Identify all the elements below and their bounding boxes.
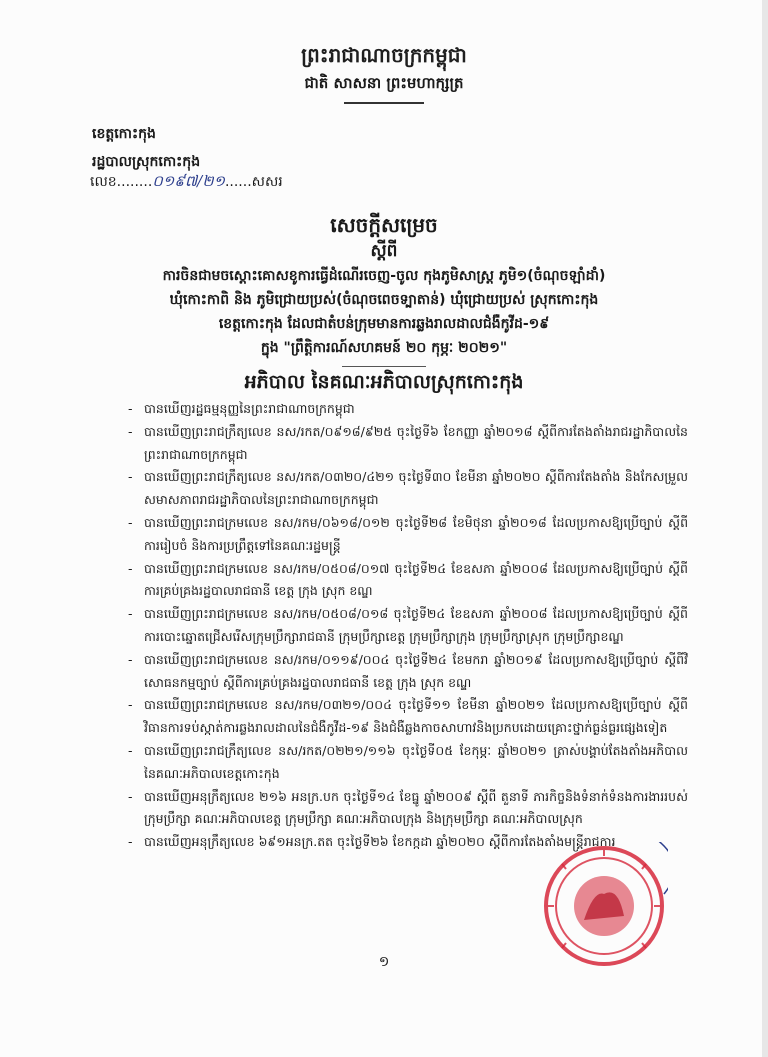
legal-basis-list [128, 398, 688, 854]
province-name: ខេត្តកោះកុង [92, 126, 156, 142]
list-item: - បានឃើញអនុក្រឹត្យលេខ ៦៩១អនក្រ.តត ចុះថ្ងៃទី២៦ ខែកក្កដា ឆ្នាំ២០២០ ស្ដីពីការតែងតាំងមន្ត្រីរាជការ [128, 831, 688, 854]
reference-number: លេខ........០១៩៧/២១......សសរ [90, 172, 283, 190]
kingdom-heading: ព្រះរាជាណាចក្រកម្ពុជា [301, 43, 467, 67]
list-item: - បានឃើញអនុក្រឹត្យលេខ ២១៦ អនក្រ.បក ចុះថ្ងៃទី១៤ ខែធ្នូ ឆ្នាំ២០០៩ ស្ដីពី តួនាទី ភារកិច្ចនិងទំនាក់ទំនងការងាររបស់ក្រុមប្រឹក្សា គណៈអភិបាលខេត្ត ក្រុមប្រឹក្សា គណៈអភិបាលក្រុង និងក្រុមប្រឹក្សា គណៈអភិបាលស្រុក [128, 786, 688, 832]
list-item: - បានឃើញព្រះរាជក្រឹត្យលេខ នស/រកត/០២២១/១១៦ ចុះថ្ងៃទី០៥ ខែកុម្ភៈ ឆ្នាំ២០២១ ត្រាស់បង្គាប់តែងតាំងអភិបាល នៃគណៈអភិបាលខេត្តកោះកុង [128, 740, 688, 786]
ref-suffix: សសរ [251, 174, 283, 190]
subject-line: ការចិនជាមចស្ដោះគោសខូការធ្វើដំណើរចេញ-ចូល កុងភូមិសាស្ត្រ ភូមិ១(ចំណុចឡាំដាំ) [162, 268, 606, 284]
list-item: - បានឃើញព្រះរាជក្រឹត្យលេខ នស/រកត/០៣២០/៤២១ ចុះថ្ងៃទី៣០ ខែមីនា ឆ្នាំ២០២០ ស្តីពីការតែងតាំង និងកែសម្រួលសមាសភាពរាជរដ្ឋាភិបាលនៃព្រះរាជាណាចក្រកម្ពុជា [128, 466, 688, 512]
authority-name: រដ្ឋបាលស្រុកកោះកុង [92, 154, 201, 170]
national-motto: ជាតិ សាសនា ព្រះមហាក្សត្រ [304, 74, 464, 92]
motto-divider [344, 102, 424, 104]
subject-line: ក្នុង "ព្រឹត្តិការណ៍សហគមន៍ ២០ កុម្ភៈ ២០២១" [260, 340, 508, 356]
list-item: - បានឃើញព្រះរាជក្រមលេខ នស/រកម/០១១៩/០០៤ ចុះថ្ងៃទី២៤ ខែមករា ឆ្នាំ២០១៩ ដែលប្រកាសឱ្យប្រើច្បាប់ ស្ដីពីវិសោធនកម្មច្បាប់ ស្ដីពីការគ្រប់គ្រងរដ្ឋបាលរាជធានី ខេត្ត ក្រុង ស្រុក ខណ្ឌ [128, 649, 688, 695]
subject-line: ឃុំកោះកាពិ និង ភូមិជ្រោយប្រស់(ចំណុចពេចទ្បាតាន់) ឃុំជ្រោយប្រស់ ស្រុកកោះកុង [169, 292, 599, 308]
list-item: - បានឃើញព្រះរាជក្រមលេខ នស/រកម/០៥០៨/០១៨ ចុះថ្ងៃទី២៤ ខែឧសភា ឆ្នាំ២០០៨ ដែលប្រកាសឱ្យប្រើច្បាប់ ស្ដីពីការបោះឆ្នោតជ្រើសរើសក្រុមប្រឹក្សារាជធានី ក្រុមប្រឹក្សាខេត្ត ក្រុមប្រឹក្សាក្រុង ក្រុមប្រឹក្សាស្រុក ក្រុមប្រឹក្សាខណ្ឌ [128, 603, 688, 649]
document-title: សេចក្ដីសម្រេច [330, 213, 438, 237]
list-item: - បានឃើញព្រះរាជក្រមលេខ នស/រកម/០៥០៨/០១៧ ចុះថ្ងៃទី២៤ ខែឧសភា ឆ្នាំ២០០៨ ដែលប្រកាសឱ្យប្រើច្បាប់ ស្ដីពីការគ្រប់គ្រងរដ្ឋបាលរាជធានី ខេត្ត ក្រុង ស្រុក ខណ្ឌ [128, 558, 688, 604]
ref-handwritten: ០១៩៧/២១ [152, 172, 225, 190]
section-heading: អភិបាល នៃគណៈអភិបាលស្រុកកោះកុង [244, 371, 524, 393]
list-item: - បានឃើញព្រះរាជក្រមលេខ នស/រកម/០៦១៨/០១២ ចុះថ្ងៃទី២៨ ខែមិថុនា ឆ្នាំ២០១៨ ដែលប្រកាសឱ្យប្រើច្បាប់ ស្ដីពីការរៀបចំ និងការប្រព្រឹត្តទៅនៃគណៈរដ្ឋមន្ត្រី [128, 512, 688, 558]
list-item: - បានឃើញព្រះរាជក្រមលេខ នស/រកម/០៣២១/០០៤ ចុះថ្ងៃទី១១ ខែមីនា ឆ្នាំ២០២១ ដែលប្រកាសឱ្យប្រើច្បាប់ ស្ដីពីវិធានការទប់ស្កាត់ការឆ្លងរាលដាលនៃជំងឺកូវីដ-១៩ និងជំងឺឆ្លងកាចសាហាវនិងប្រកបដោយគ្រោះថ្នាក់ធ្ងន់ធ្ងរផ្សេងទៀត [128, 694, 688, 740]
list-item: - បានឃើញព្រះរាជក្រឹត្យលេខ នស/រកត/០៩១៨/៩២៥ ចុះថ្ងៃទី៦ ខែកញ្ញា ឆ្នាំ២០១៨ ស្តីពីការតែងតាំងរាជរដ្ឋាភិបាលនៃព្រះរាជាណាចក្រកម្ពុជា [128, 421, 688, 467]
ref-prefix: លេខ [90, 174, 117, 190]
official-seal-icon [540, 842, 668, 970]
section-divider [342, 366, 426, 367]
document-about: ស្ដីពី [370, 241, 398, 261]
subject-line: ខេត្តកោះកុង ដែលជាតំបន់ក្រុមមានការឆ្លងរាលដាលជំងឺកូវីដ-១៩ [218, 316, 550, 332]
list-item: - បានឃើញរដ្ឋធម្មនុញ្ញនៃព្រះរាជាណាចក្រកម្ពុជា [128, 398, 688, 421]
page-number: ១ [378, 954, 390, 970]
